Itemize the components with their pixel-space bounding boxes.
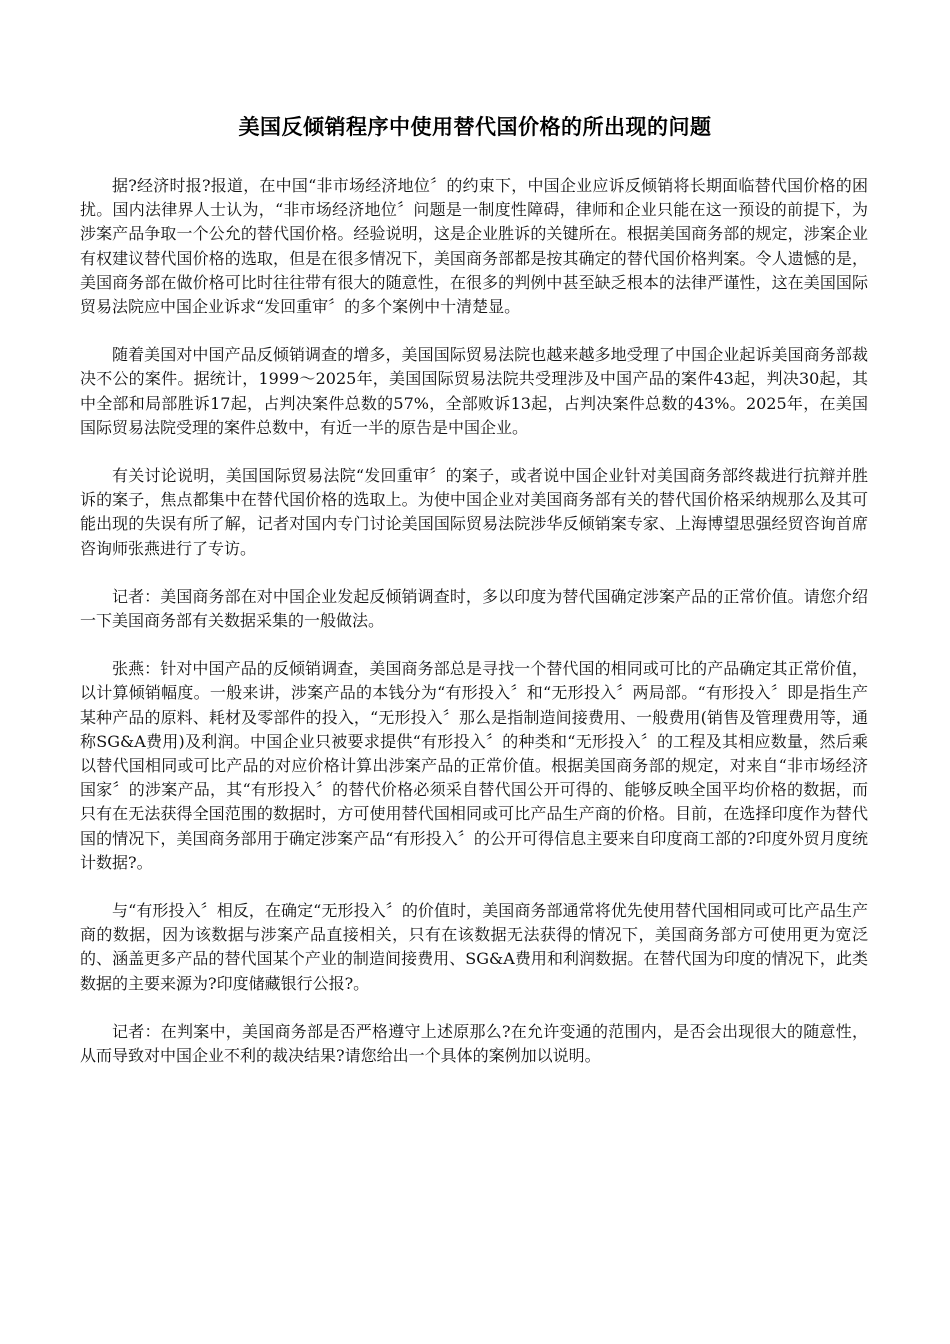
- paragraph: 有关讨论说明，美国国际贸易法院“发回重审〞的案子，或者说中国企业针对美国商务部终裁进行抗辩并胜诉的案子，焦点都集中在替代国价格的选取上。为使中国企业对美国商务部有关的替代国价格采纳规那么及其可能出现的失误有所了解，记者对国内专门讨论美国国际贸易法院涉华反倾销案专家、上海博望思强经贸咨询首席咨询师张燕进行了专访。: [80, 466, 868, 558]
- paragraph: 与“有形投入〞相反，在确定“无形投入〞的价值时，美国商务部通常将优先使用替代国相同或可比产品生产商的数据，因为该数据与涉案产品直接相关，只有在该数据无法获得的情况下，美国商务部方可使用更为宽泛的、涵盖更多产品的替代国某个产业的制造间接费用、SG&A费用和利润数据。在替代国为印度的情况下，此类数据的主要来源为?印度储藏银行公报?。: [80, 901, 868, 993]
- paragraph: 张燕：针对中国产品的反倾销调查，美国商务部总是寻找一个替代国的相同或可比的产品确定其正常价值，以计算倾销幅度。一般来讲，涉案产品的本钱分为“有形投入〞和“无形投入〞两局部。“有形投入〞即是指生产某种产品的原料、耗材及零部件的投入，“无形投入〞那么是指制造间接费用、一般费用(销售及管理费用等，通称SG&A费用)及利润。中国企业只被要求提供“有形投入〞的种类和“无形投入〞的工程及其相应数量，然后乘以替代国相同或可比产品的对应价格计算出涉案产品的正常价值。根据美国商务部的规定，对来自“非市场经济国家〞的涉案产品，其“有形投入〞的替代价格必须采自替代国公开可得的、能够反映全国平均价格的数据，而只有在无法获得全国范围的数据时，方可使用替代国相同或可比产品生产商的价格。目前，在选择印度作为替代国的情况下，美国商务部用于确定涉案产品“有形投入〞的公开可得信息主要来自印度商工部的?印度外贸月度统计数据?。: [80, 659, 868, 872]
- document-body: [80, 174, 868, 1092]
- document-title: 美国反倾销程序中使用替代国价格的所出现的问题: [238, 115, 712, 139]
- paragraph: 记者：在判案中，美国商务部是否严格遵守上述原那么?在允许变通的范围内，是否会出现很大的随意性，从而导致对中国企业不利的裁决结果?请您给出一个具体的案例加以说明。: [80, 1021, 868, 1066]
- paragraph: 记者：美国商务部在对中国企业发起反倾销调查时，多以印度为替代国确定涉案产品的正常价值。请您介绍一下美国商务部有关数据采集的一般做法。: [80, 586, 868, 631]
- paragraph: 据?经济时报?报道，在中国“非市场经济地位〞的约束下，中国企业应诉反倾销将长期面临替代国价格的困扰。国内法律界人士认为，“非市场经济地位〞问题是一制度性障碍，律师和企业只能在这一预设的前提下，为涉案产品争取一个公允的替代国价格。经验说明，这是企业胜诉的关键所在。根据美国商务部的规定，涉案企业有权建议替代国价格的选取，但是在很多情况下，美国商务部都是按其确定的替代国价格判案。令人遗憾的是，美国商务部在做价格可比时往往带有很大的随意性，在很多的判例中甚至缺乏根本的法律严谨性，这在美国国际贸易法院应中国企业诉求“发回重审〞的多个案例中十清楚显。: [80, 176, 868, 317]
- paragraph: 随着美国对中国产品反倾销调查的增多，美国国际贸易法院也越来越多地受理了中国企业起诉美国商务部裁决不公的案件。据统计，1999～2025年，美国国际贸易法院共受理涉及中国产品的案件43起，判决30起，其中全部和局部胜诉17起，占判决案件总数的57%，全部败诉13起，占判决案件总数的43%。2025年，在美国国际贸易法院受理的案件总数中，有近一半的原告是中国企业。: [80, 345, 868, 437]
